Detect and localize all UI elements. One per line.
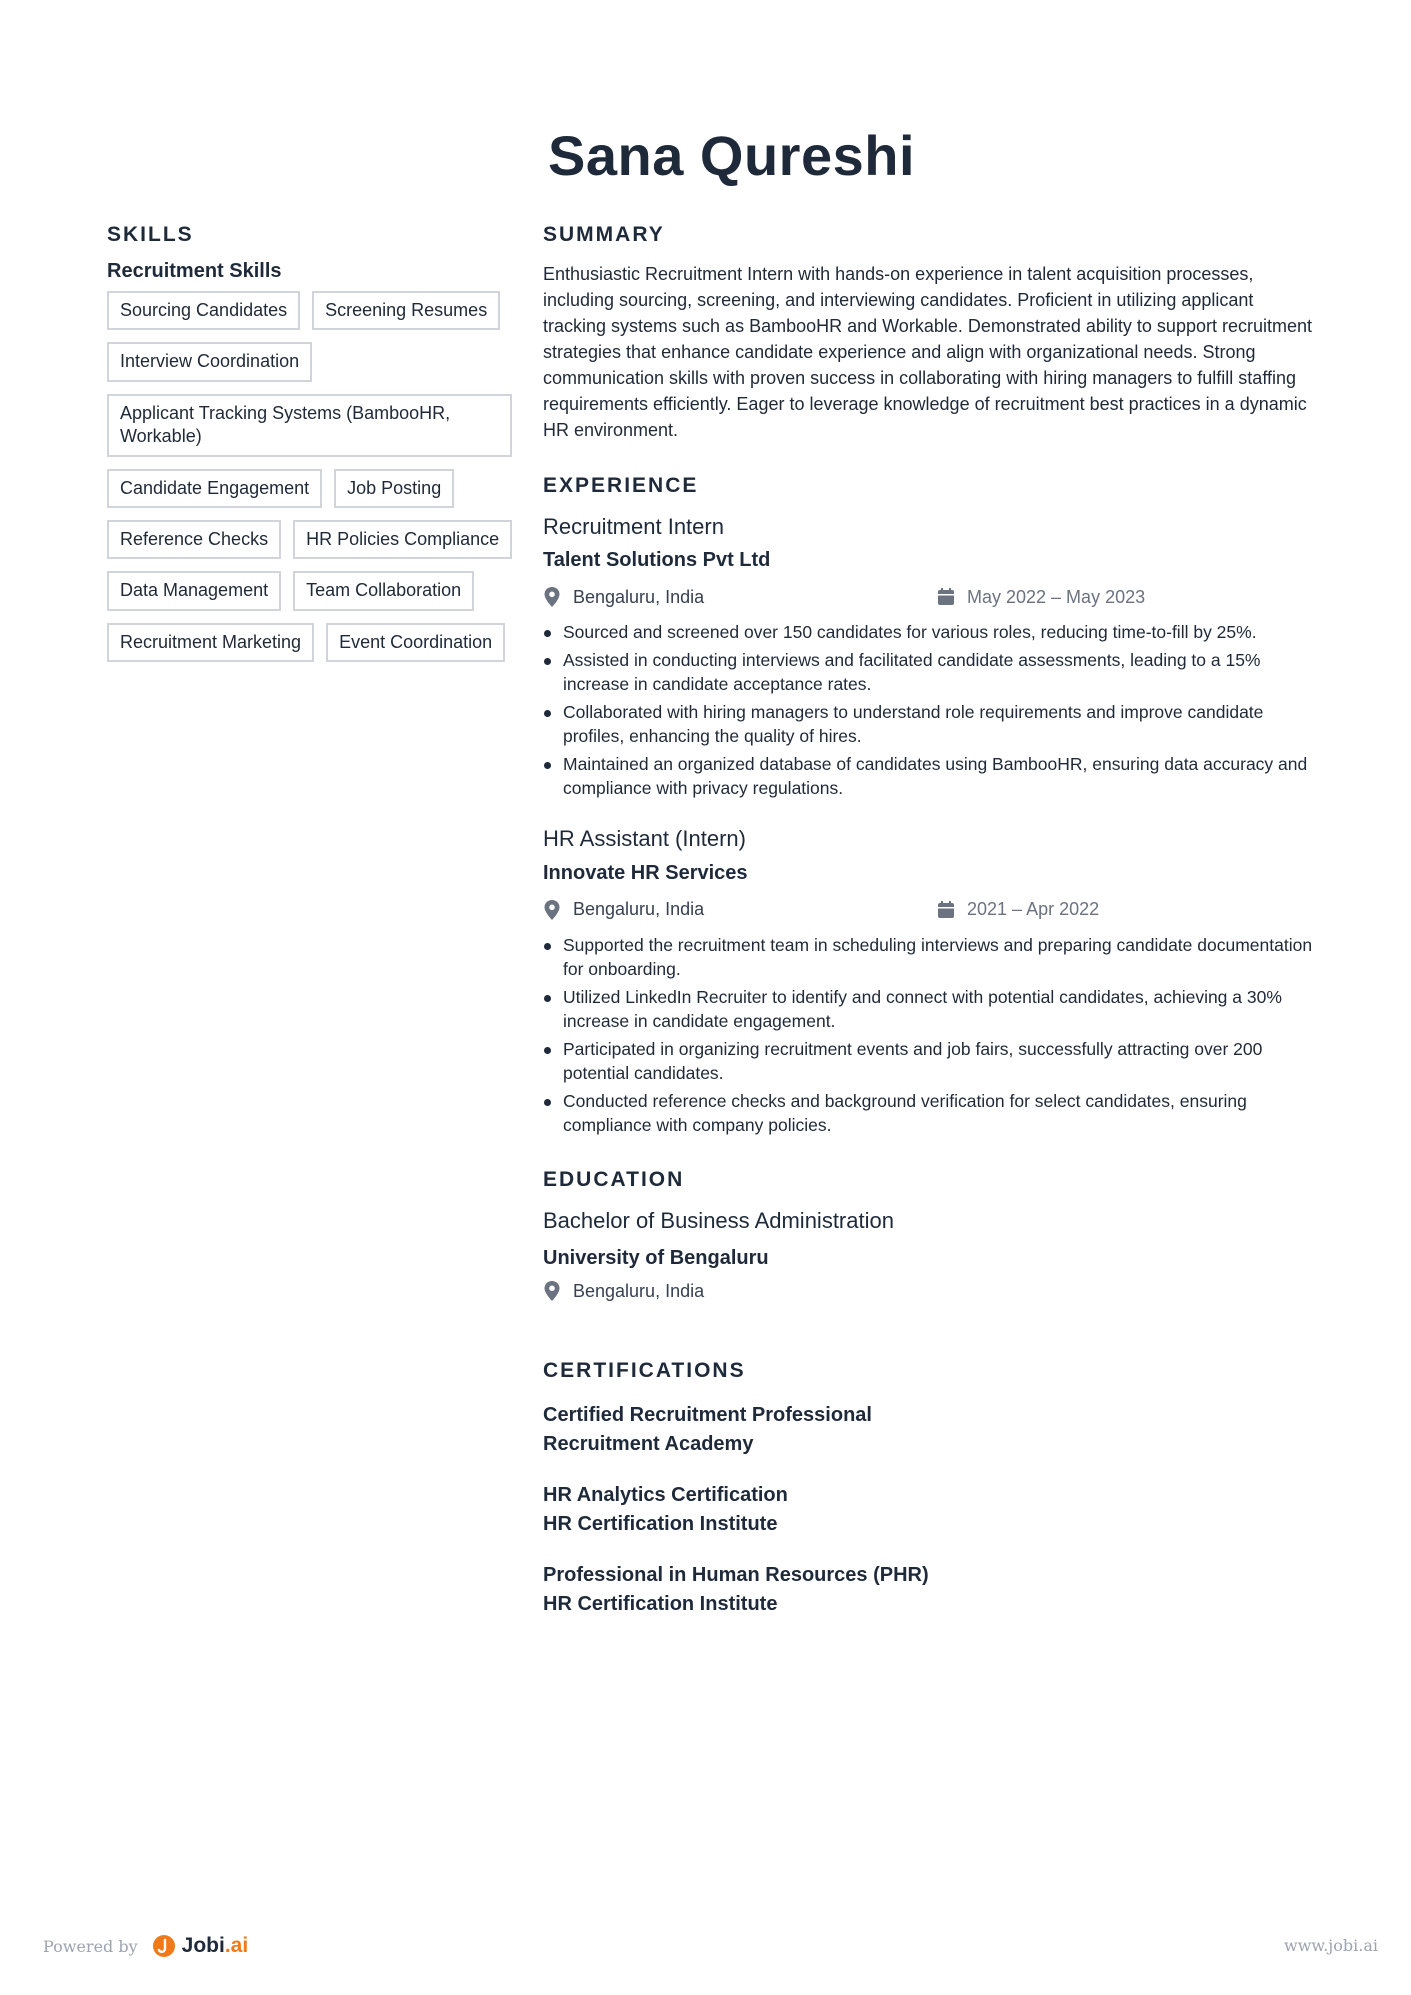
job-bullet-list [543, 620, 1313, 800]
certification-item [543, 1401, 1313, 1459]
jobi-logo-text[interactable] [182, 1934, 249, 1958]
certifications-heading: CERTIFICATIONS [543, 1359, 746, 1383]
skill-chip: Team Collaboration [293, 571, 474, 610]
location-pin-icon [543, 1280, 561, 1302]
summary-section [543, 224, 1313, 443]
education-location [543, 1280, 704, 1302]
job-location-text: Bengaluru, India [573, 899, 705, 920]
location-pin-icon [543, 899, 561, 921]
education-meta [543, 1280, 1313, 1306]
skill-chip: Data Management [107, 571, 281, 610]
job-bullet: Supported the recruitment team in scheduling interviews and preparing candidate documentation for onboarding. [543, 933, 1313, 981]
job-location-text: Bengaluru, India [573, 586, 705, 607]
certification-name: HR Analytics Certification [543, 1484, 788, 1507]
experience-entry [543, 514, 1313, 800]
calendar-icon [937, 586, 955, 608]
jobi-logo-icon [152, 1934, 176, 1958]
calendar-icon [937, 899, 955, 921]
footer-url-link[interactable]: www.jobi.ai [1284, 1936, 1378, 1955]
education-school: University of Bengaluru [543, 1247, 769, 1270]
logo-suffix: .ai [224, 1934, 249, 1957]
job-company: Talent Solutions Pvt Ltd [543, 549, 771, 572]
powered-by-label: Powered by [43, 1936, 138, 1956]
certification-item [543, 1481, 1313, 1539]
left-column [107, 224, 517, 662]
education-location-text: Bengaluru, India [573, 1280, 705, 1301]
skill-chip: Candidate Engagement [107, 469, 322, 508]
job-title: HR Assistant (Intern) [543, 826, 746, 852]
certification-issuer: HR Certification Institute [543, 1593, 778, 1616]
job-bullet-list [543, 933, 1313, 1137]
skill-chip: Recruitment Marketing [107, 623, 314, 662]
job-dates-text: 2021 – Apr 2022 [967, 899, 1100, 920]
skill-chip: HR Policies Compliance [293, 520, 512, 559]
logo-main: Jobi [181, 1934, 225, 1957]
skill-chip: Reference Checks [107, 520, 281, 559]
skills-chip-list [107, 291, 517, 662]
job-dates-text: May 2022 – May 2023 [967, 586, 1146, 607]
job-company: Innovate HR Services [543, 861, 748, 884]
education-heading: EDUCATION [543, 1167, 685, 1191]
skill-chip: Screening Resumes [312, 291, 500, 330]
powered-by-footer [43, 1934, 248, 1958]
candidate-name: Sana Qureshi [548, 124, 916, 187]
job-bullet: Conducted reference checks and background verification for select candidates, ensuring compliance with company policies. [543, 1089, 1313, 1137]
certification-name: Certified Recruitment Professional [543, 1404, 872, 1427]
experience-entry [543, 826, 1313, 1136]
summary-text: Enthusiastic Recruitment Intern with hands-on experience in talent acquisition processes, including sourcing, screening, and interviewing candidates. Proficient in utilizing applicant tracking systems such as BambooHR and Workable. Demonstrated ability to support recruitment strategies that enhance candidate experience and align with organizational needs. Strong communication skills with proven success in collaborating with hiring managers to fulfill staffing requirements efficiently. Eager to leverage knowledge of recruitment best practices in a dynamic HR environment. [543, 264, 1312, 440]
job-meta [543, 586, 1313, 612]
job-bullet: Utilized LinkedIn Recruiter to identify and connect with potential candidates, achieving a 30% increase in candidate engagement. [543, 985, 1313, 1033]
skill-chip: Event Coordination [326, 623, 505, 662]
location-pin-icon [543, 586, 561, 608]
experience-heading: EXPERIENCE [543, 474, 699, 497]
skill-chip: Job Posting [334, 469, 454, 508]
certification-name: Professional in Human Resources (PHR) [543, 1564, 929, 1587]
job-title: Recruitment Intern [543, 514, 724, 539]
skill-chip: Sourcing Candidates [107, 291, 300, 330]
job-bullet: Sourced and screened over 150 candidates for various roles, reducing time-to-fill by 25%. [543, 620, 1313, 644]
job-bullet: Maintained an organized database of candidates using BambooHR, ensuring data accuracy and compliance with privacy regulations. [543, 752, 1313, 800]
education-degree: Bachelor of Business Administration [543, 1207, 894, 1233]
job-location [543, 586, 704, 608]
certifications-section [543, 1360, 1313, 1619]
skill-chip: Interview Coordination [107, 342, 312, 381]
job-bullet: Participated in organizing recruitment events and job fairs, successfully attracting over 200 potential candidates. [543, 1037, 1313, 1085]
summary-heading: SUMMARY [543, 223, 665, 246]
experience-section [543, 475, 1313, 1137]
certification-issuer: HR Certification Institute [543, 1513, 778, 1536]
right-column [543, 224, 1313, 1619]
job-bullet: Assisted in conducting interviews and facilitated candidate assessments, leading to a 15% increase in candidate acceptance rates. [543, 648, 1313, 696]
certification-item [543, 1561, 1313, 1619]
certification-issuer: Recruitment Academy [543, 1433, 754, 1456]
job-dates [937, 899, 1099, 921]
skill-chip: Applicant Tracking Systems (BambooHR, Workable) [107, 394, 512, 457]
skills-heading: SKILLS [107, 223, 194, 246]
job-meta [543, 899, 1313, 925]
job-dates [937, 586, 1145, 608]
skills-subheading: Recruitment Skills [107, 260, 282, 282]
job-location [543, 899, 704, 921]
job-bullet: Collaborated with hiring managers to understand role requirements and improve candidate profiles, enhancing the quality of hires. [543, 700, 1313, 748]
education-section [543, 1169, 1313, 1306]
